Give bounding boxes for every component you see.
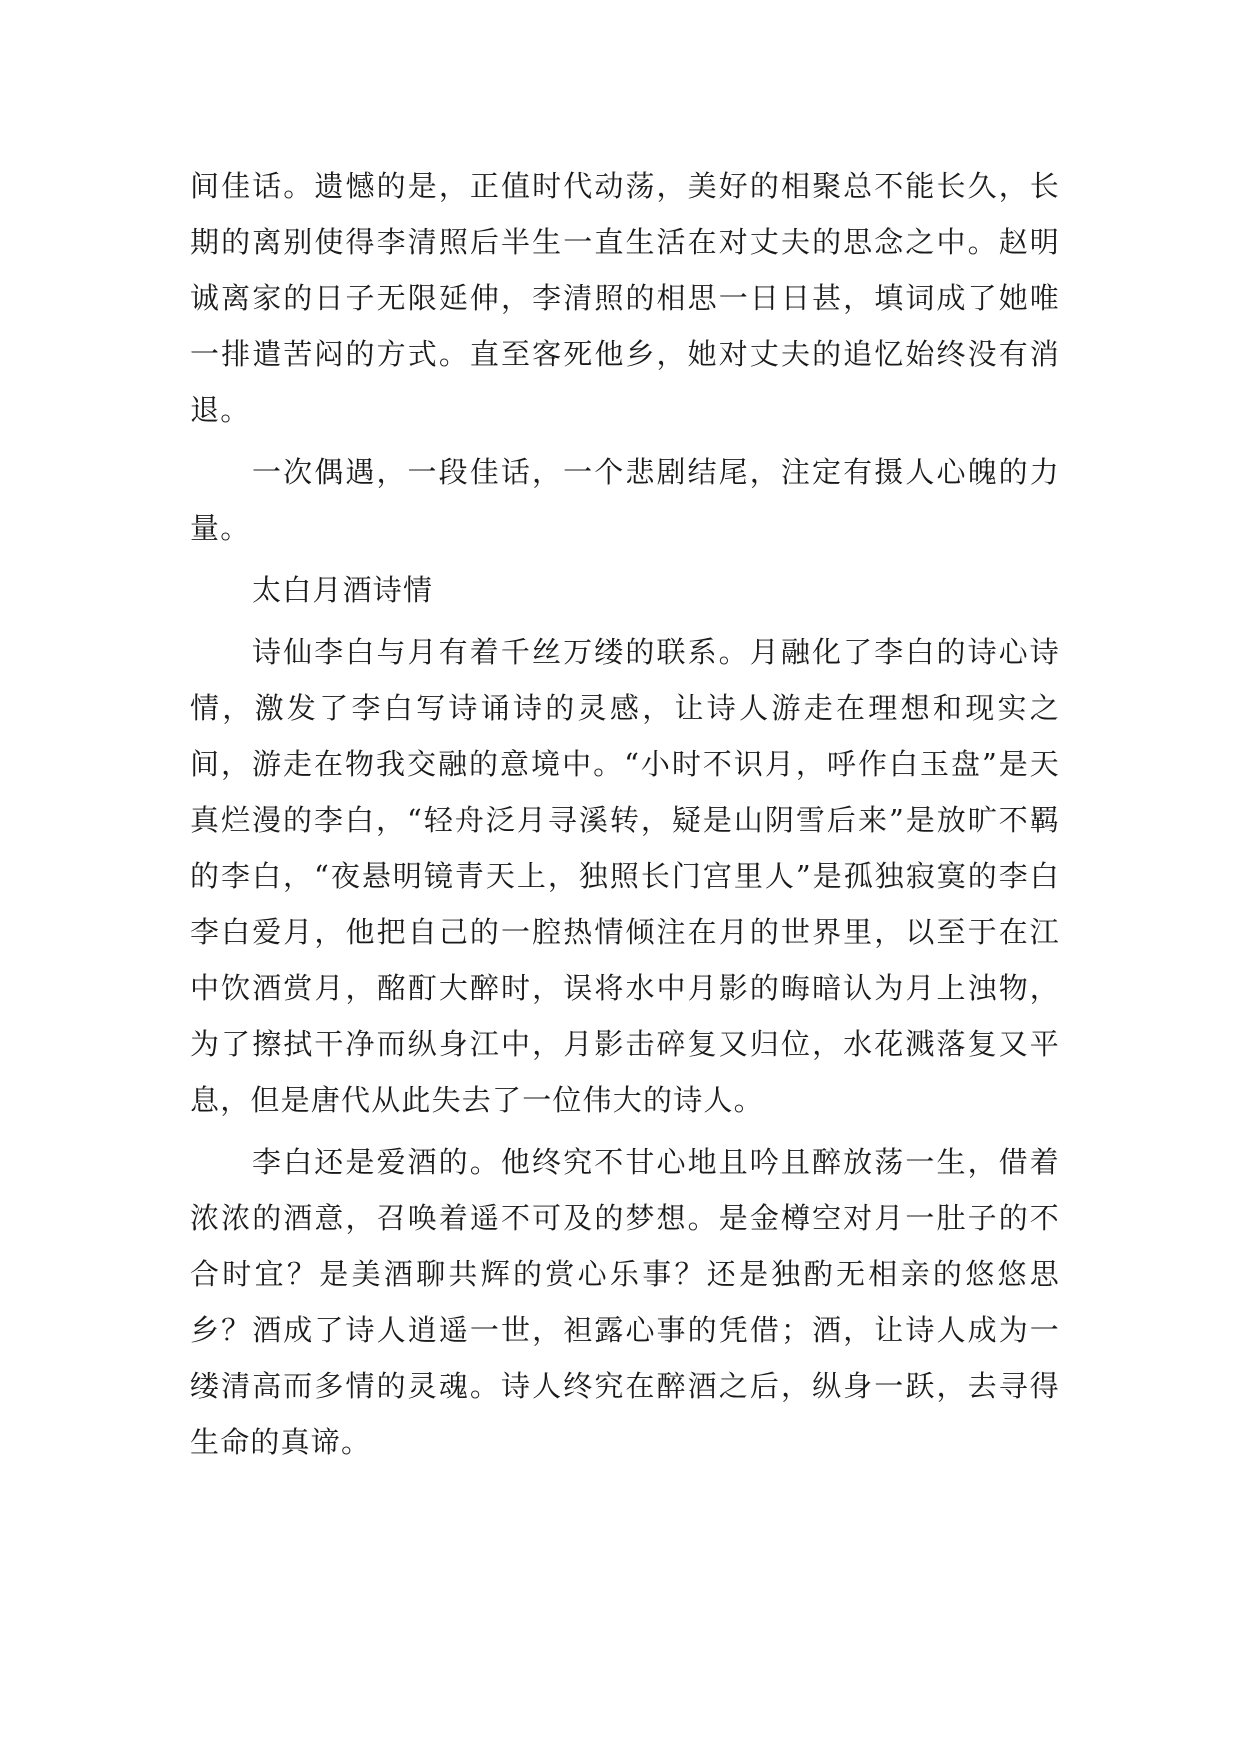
paragraph: 李白还是爱酒的。他终究不甘心地且吟且醉放荡一生，借着浓浓的酒意，召唤着遥不可及的梦想。是金樽空对月一肚子的不合时宜？是美酒聊共辉的赏心乐事？还是独酌无相亲的悠悠思乡？酒成了诗人逍遥一世，袒露心事的凭借；酒，让诗人成为一缕清高而多情的灵魂。诗人终究在醉酒之后，纵身一跃，去寻得生命的真谛。 — [190, 1145, 1060, 1459]
paragraph: 一次偶遇，一段佳话，一个悲剧结尾，注定有摄人心魄的力量。 — [190, 455, 1060, 545]
paragraph: 诗仙李白与月有着千丝万缕的联系。月融化了李白的诗心诗情，激发了李白写诗诵诗的灵感，让诗人游走在理想和现实之间，游走在物我交融的意境中。“小时不识月，呼作白玉盘”是天真烂漫的李白，“轻舟泛月寻溪转，疑是山阴雪后来”是放旷不羁的李白，“夜悬明镜青天上，独照长门宫里人”是孤独寂寞的李白李白爱月，他把自己的一腔热情倾注在月的世界里，以至于在江中饮酒赏月，酩酊大醉时，误将水中月影的晦暗认为月上浊物，为了擦拭干净而纵身江中，月影击碎复又归位，水花溅落复又平息，但是唐代从此失去了一位伟大的诗人。 — [190, 635, 1060, 1117]
document-body — [190, 158, 1060, 1470]
paragraph-continuation: 间佳话。遗憾的是，正值时代动荡，美好的相聚总不能长久，长期的离别使得李清照后半生一直生活在对丈夫的思念之中。赵明诚离家的日子无限延伸，李清照的相思一日日甚，填词成了她唯一排遣苦闷的方式。直至客死他乡，她对丈夫的追忆始终没有消退。 — [190, 169, 1060, 427]
section-heading: 太白月酒诗情 — [252, 573, 434, 607]
